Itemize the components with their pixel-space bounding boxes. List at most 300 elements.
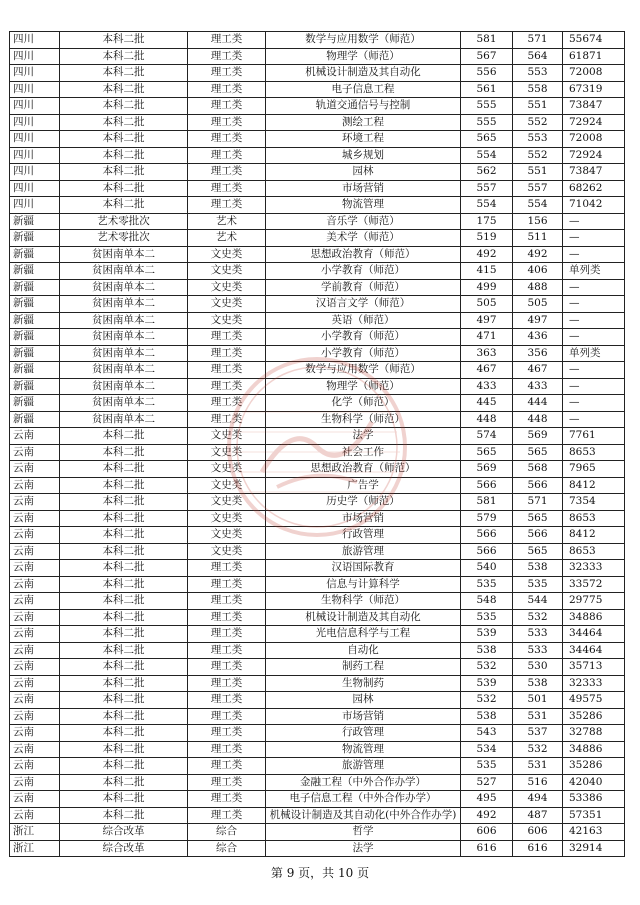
- category-cell: 理工类: [188, 675, 266, 692]
- max-score-cell: 540: [461, 560, 513, 577]
- province-cell: 新疆: [10, 279, 60, 296]
- category-cell: 理工类: [188, 345, 266, 362]
- max-score-cell: 363: [461, 345, 513, 362]
- rank-cell: 73847: [563, 164, 625, 181]
- category-cell: 理工类: [188, 114, 266, 131]
- rank-cell: —: [563, 279, 625, 296]
- province-cell: 新疆: [10, 230, 60, 247]
- batch-cell: 贫困南单本二: [60, 329, 188, 346]
- max-score-cell: 539: [461, 675, 513, 692]
- batch-cell: 贫困南单本二: [60, 378, 188, 395]
- rank-cell: 72924: [563, 147, 625, 164]
- table-row: [10, 246, 625, 263]
- table-row: [10, 279, 625, 296]
- category-cell: 理工类: [188, 32, 266, 49]
- batch-cell: 本科二批: [60, 741, 188, 758]
- table-row: [10, 692, 625, 709]
- min-score-cell: 616: [513, 840, 563, 857]
- category-cell: 理工类: [188, 147, 266, 164]
- province-cell: 云南: [10, 774, 60, 791]
- batch-cell: 本科二批: [60, 593, 188, 610]
- major-cell: 数学与应用数学（师范）: [266, 362, 461, 379]
- batch-cell: 贫困南单本二: [60, 395, 188, 412]
- province-cell: 云南: [10, 692, 60, 709]
- province-cell: 云南: [10, 494, 60, 511]
- rank-cell: 35286: [563, 708, 625, 725]
- major-cell: 思想政治教育（师范）: [266, 246, 461, 263]
- province-cell: 云南: [10, 807, 60, 824]
- major-cell: 城乡规划: [266, 147, 461, 164]
- rank-cell: 32333: [563, 560, 625, 577]
- table-row: [10, 197, 625, 214]
- max-score-cell: 532: [461, 659, 513, 676]
- batch-cell: 本科二批: [60, 626, 188, 643]
- min-score-cell: 551: [513, 164, 563, 181]
- batch-cell: 本科二批: [60, 807, 188, 824]
- rank-cell: 61871: [563, 48, 625, 65]
- rank-cell: —: [563, 296, 625, 313]
- province-cell: 云南: [10, 543, 60, 560]
- max-score-cell: 566: [461, 477, 513, 494]
- province-cell: 新疆: [10, 263, 60, 280]
- rank-cell: 42040: [563, 774, 625, 791]
- table-row: [10, 543, 625, 560]
- rank-cell: 32333: [563, 675, 625, 692]
- province-cell: 新疆: [10, 362, 60, 379]
- rank-cell: 单列类: [563, 345, 625, 362]
- rank-cell: 68262: [563, 180, 625, 197]
- province-cell: 四川: [10, 32, 60, 49]
- major-cell: 小学教育（师范）: [266, 345, 461, 362]
- batch-cell: 本科二批: [60, 708, 188, 725]
- major-cell: 汉语言文学（师范）: [266, 296, 461, 313]
- category-cell: 理工类: [188, 180, 266, 197]
- major-cell: 汉语国际教育: [266, 560, 461, 577]
- table-row: [10, 263, 625, 280]
- batch-cell: 本科二批: [60, 642, 188, 659]
- province-cell: 云南: [10, 725, 60, 742]
- min-score-cell: 568: [513, 461, 563, 478]
- category-cell: 理工类: [188, 131, 266, 148]
- max-score-cell: 581: [461, 494, 513, 511]
- major-cell: 电子信息工程: [266, 81, 461, 98]
- min-score-cell: 571: [513, 32, 563, 49]
- min-score-cell: 531: [513, 708, 563, 725]
- table-row: [10, 510, 625, 527]
- table-row: [10, 230, 625, 247]
- rank-cell: 72008: [563, 131, 625, 148]
- min-score-cell: 433: [513, 378, 563, 395]
- batch-cell: 贫困南单本二: [60, 362, 188, 379]
- table-row: [10, 428, 625, 445]
- table-row: [10, 395, 625, 412]
- major-cell: 市场营销: [266, 510, 461, 527]
- rank-cell: —: [563, 378, 625, 395]
- min-score-cell: 156: [513, 213, 563, 230]
- major-cell: 园林: [266, 692, 461, 709]
- batch-cell: 本科二批: [60, 510, 188, 527]
- province-cell: 四川: [10, 131, 60, 148]
- batch-cell: 本科二批: [60, 692, 188, 709]
- province-cell: 四川: [10, 180, 60, 197]
- table-row: [10, 774, 625, 791]
- max-score-cell: 534: [461, 741, 513, 758]
- max-score-cell: 499: [461, 279, 513, 296]
- table-row: [10, 725, 625, 742]
- rank-cell: 34886: [563, 741, 625, 758]
- max-score-cell: 554: [461, 147, 513, 164]
- min-score-cell: 532: [513, 741, 563, 758]
- province-cell: 四川: [10, 197, 60, 214]
- table-row: [10, 147, 625, 164]
- max-score-cell: 548: [461, 593, 513, 610]
- category-cell: 综合: [188, 840, 266, 857]
- max-score-cell: 532: [461, 692, 513, 709]
- province-cell: 新疆: [10, 378, 60, 395]
- rank-cell: 55674: [563, 32, 625, 49]
- table-row: [10, 477, 625, 494]
- batch-cell: 本科二批: [60, 180, 188, 197]
- province-cell: 四川: [10, 164, 60, 181]
- max-score-cell: 538: [461, 642, 513, 659]
- table-row: [10, 675, 625, 692]
- category-cell: 综合: [188, 824, 266, 841]
- min-score-cell: 552: [513, 147, 563, 164]
- rank-cell: 7965: [563, 461, 625, 478]
- category-cell: 文史类: [188, 263, 266, 280]
- table-row: [10, 98, 625, 115]
- min-score-cell: 531: [513, 758, 563, 775]
- category-cell: 理工类: [188, 98, 266, 115]
- province-cell: 四川: [10, 81, 60, 98]
- batch-cell: 本科二批: [60, 98, 188, 115]
- max-score-cell: 497: [461, 312, 513, 329]
- min-score-cell: 551: [513, 98, 563, 115]
- category-cell: 理工类: [188, 65, 266, 82]
- rank-cell: 53386: [563, 791, 625, 808]
- major-cell: 法学: [266, 428, 461, 445]
- batch-cell: 本科二批: [60, 197, 188, 214]
- table-row: [10, 411, 625, 428]
- province-cell: 新疆: [10, 296, 60, 313]
- category-cell: 理工类: [188, 758, 266, 775]
- max-score-cell: 543: [461, 725, 513, 742]
- max-score-cell: 569: [461, 461, 513, 478]
- max-score-cell: 556: [461, 65, 513, 82]
- table-row: [10, 791, 625, 808]
- max-score-cell: 565: [461, 444, 513, 461]
- max-score-cell: 555: [461, 114, 513, 131]
- rank-cell: 34464: [563, 642, 625, 659]
- min-score-cell: 533: [513, 626, 563, 643]
- table-row: [10, 461, 625, 478]
- category-cell: 文史类: [188, 461, 266, 478]
- max-score-cell: 616: [461, 840, 513, 857]
- rank-cell: 29775: [563, 593, 625, 610]
- min-score-cell: 448: [513, 411, 563, 428]
- table-row: [10, 560, 625, 577]
- table-row: [10, 741, 625, 758]
- max-score-cell: 561: [461, 81, 513, 98]
- min-score-cell: 537: [513, 725, 563, 742]
- rank-cell: 34464: [563, 626, 625, 643]
- province-cell: 云南: [10, 527, 60, 544]
- category-cell: 理工类: [188, 164, 266, 181]
- major-cell: 美术学（师范）: [266, 230, 461, 247]
- rank-cell: 7761: [563, 428, 625, 445]
- table-row: [10, 312, 625, 329]
- rank-cell: 49575: [563, 692, 625, 709]
- rank-cell: 57351: [563, 807, 625, 824]
- max-score-cell: 565: [461, 131, 513, 148]
- batch-cell: 贫困南单本二: [60, 279, 188, 296]
- table-row: [10, 609, 625, 626]
- table-row: [10, 65, 625, 82]
- max-score-cell: 535: [461, 758, 513, 775]
- category-cell: 理工类: [188, 708, 266, 725]
- max-score-cell: 471: [461, 329, 513, 346]
- category-cell: 文史类: [188, 444, 266, 461]
- admission-score-table: [9, 31, 625, 857]
- rank-cell: —: [563, 246, 625, 263]
- max-score-cell: 555: [461, 98, 513, 115]
- category-cell: 文史类: [188, 246, 266, 263]
- table-body: [10, 32, 625, 857]
- category-cell: 文史类: [188, 279, 266, 296]
- table-row: [10, 345, 625, 362]
- min-score-cell: 505: [513, 296, 563, 313]
- table-row: [10, 131, 625, 148]
- min-score-cell: 532: [513, 609, 563, 626]
- batch-cell: 本科二批: [60, 114, 188, 131]
- min-score-cell: 554: [513, 197, 563, 214]
- province-cell: 浙江: [10, 824, 60, 841]
- major-cell: 旅游管理: [266, 758, 461, 775]
- category-cell: 理工类: [188, 329, 266, 346]
- rank-cell: —: [563, 230, 625, 247]
- province-cell: 云南: [10, 708, 60, 725]
- category-cell: 文史类: [188, 477, 266, 494]
- min-score-cell: 557: [513, 180, 563, 197]
- province-cell: 云南: [10, 659, 60, 676]
- batch-cell: 本科二批: [60, 725, 188, 742]
- min-score-cell: 538: [513, 675, 563, 692]
- min-score-cell: 606: [513, 824, 563, 841]
- max-score-cell: 175: [461, 213, 513, 230]
- min-score-cell: 406: [513, 263, 563, 280]
- max-score-cell: 448: [461, 411, 513, 428]
- category-cell: 文史类: [188, 494, 266, 511]
- province-cell: 云南: [10, 741, 60, 758]
- category-cell: 理工类: [188, 378, 266, 395]
- rank-cell: 34886: [563, 609, 625, 626]
- min-score-cell: 571: [513, 494, 563, 511]
- max-score-cell: 492: [461, 807, 513, 824]
- max-score-cell: 519: [461, 230, 513, 247]
- major-cell: 行政管理: [266, 527, 461, 544]
- rank-cell: 8412: [563, 527, 625, 544]
- table-row: [10, 378, 625, 395]
- min-score-cell: 467: [513, 362, 563, 379]
- max-score-cell: 433: [461, 378, 513, 395]
- max-score-cell: 538: [461, 708, 513, 725]
- major-cell: 思想政治教育（师范）: [266, 461, 461, 478]
- major-cell: 金融工程（中外合作办学）: [266, 774, 461, 791]
- province-cell: 新疆: [10, 213, 60, 230]
- rank-cell: 单列类: [563, 263, 625, 280]
- major-cell: 物流管理: [266, 741, 461, 758]
- province-cell: 云南: [10, 461, 60, 478]
- province-cell: 云南: [10, 444, 60, 461]
- table-row: [10, 114, 625, 131]
- province-cell: 新疆: [10, 345, 60, 362]
- province-cell: 四川: [10, 65, 60, 82]
- category-cell: 理工类: [188, 576, 266, 593]
- min-score-cell: 497: [513, 312, 563, 329]
- max-score-cell: 566: [461, 543, 513, 560]
- min-score-cell: 566: [513, 527, 563, 544]
- min-score-cell: 566: [513, 477, 563, 494]
- category-cell: 理工类: [188, 593, 266, 610]
- major-cell: 生物制药: [266, 675, 461, 692]
- category-cell: 理工类: [188, 626, 266, 643]
- table-row: [10, 576, 625, 593]
- major-cell: 广告学: [266, 477, 461, 494]
- category-cell: 理工类: [188, 692, 266, 709]
- province-cell: 云南: [10, 576, 60, 593]
- province-cell: 云南: [10, 642, 60, 659]
- min-score-cell: 436: [513, 329, 563, 346]
- max-score-cell: 562: [461, 164, 513, 181]
- table-row: [10, 444, 625, 461]
- table-row: [10, 180, 625, 197]
- rank-cell: 8412: [563, 477, 625, 494]
- province-cell: 云南: [10, 477, 60, 494]
- min-score-cell: 538: [513, 560, 563, 577]
- category-cell: 文史类: [188, 428, 266, 445]
- table-row: [10, 642, 625, 659]
- max-score-cell: 495: [461, 791, 513, 808]
- batch-cell: 本科二批: [60, 560, 188, 577]
- major-cell: 光电信息科学与工程: [266, 626, 461, 643]
- table-row: [10, 593, 625, 610]
- table-row: [10, 213, 625, 230]
- max-score-cell: 415: [461, 263, 513, 280]
- major-cell: 历史学（师范）: [266, 494, 461, 511]
- category-cell: 艺术: [188, 230, 266, 247]
- rank-cell: —: [563, 312, 625, 329]
- major-cell: 法学: [266, 840, 461, 857]
- batch-cell: 本科二批: [60, 461, 188, 478]
- major-cell: 旅游管理: [266, 543, 461, 560]
- batch-cell: 本科二批: [60, 65, 188, 82]
- major-cell: 测绘工程: [266, 114, 461, 131]
- rank-cell: 67319: [563, 81, 625, 98]
- table-row: [10, 164, 625, 181]
- min-score-cell: 564: [513, 48, 563, 65]
- max-score-cell: 527: [461, 774, 513, 791]
- min-score-cell: 530: [513, 659, 563, 676]
- batch-cell: 本科二批: [60, 675, 188, 692]
- province-cell: 云南: [10, 791, 60, 808]
- province-cell: 四川: [10, 147, 60, 164]
- category-cell: 理工类: [188, 411, 266, 428]
- table-row: [10, 48, 625, 65]
- max-score-cell: 579: [461, 510, 513, 527]
- batch-cell: 贫困南单本二: [60, 312, 188, 329]
- batch-cell: 本科二批: [60, 791, 188, 808]
- category-cell: 文史类: [188, 527, 266, 544]
- major-cell: 英语（师范）: [266, 312, 461, 329]
- max-score-cell: 567: [461, 48, 513, 65]
- rank-cell: 8653: [563, 444, 625, 461]
- province-cell: 浙江: [10, 840, 60, 857]
- min-score-cell: 552: [513, 114, 563, 131]
- category-cell: 理工类: [188, 774, 266, 791]
- batch-cell: 本科二批: [60, 164, 188, 181]
- category-cell: 理工类: [188, 659, 266, 676]
- max-score-cell: 492: [461, 246, 513, 263]
- category-cell: 理工类: [188, 609, 266, 626]
- category-cell: 艺术: [188, 213, 266, 230]
- max-score-cell: 566: [461, 527, 513, 544]
- min-score-cell: 501: [513, 692, 563, 709]
- major-cell: 市场营销: [266, 180, 461, 197]
- table-row: [10, 296, 625, 313]
- rank-cell: 33572: [563, 576, 625, 593]
- min-score-cell: 565: [513, 543, 563, 560]
- province-cell: 新疆: [10, 312, 60, 329]
- max-score-cell: 574: [461, 428, 513, 445]
- major-cell: 物流管理: [266, 197, 461, 214]
- major-cell: 音乐学（师范）: [266, 213, 461, 230]
- batch-cell: 本科二批: [60, 609, 188, 626]
- max-score-cell: 554: [461, 197, 513, 214]
- min-score-cell: 444: [513, 395, 563, 412]
- min-score-cell: 535: [513, 576, 563, 593]
- batch-cell: 本科二批: [60, 527, 188, 544]
- batch-cell: 贫困南单本二: [60, 411, 188, 428]
- province-cell: 四川: [10, 98, 60, 115]
- province-cell: 四川: [10, 48, 60, 65]
- major-cell: 机械设计制造及其自动化(中外合作办学): [266, 807, 461, 824]
- table-row: [10, 758, 625, 775]
- category-cell: 文史类: [188, 510, 266, 527]
- batch-cell: 贫困南单本二: [60, 345, 188, 362]
- major-cell: 哲学: [266, 824, 461, 841]
- major-cell: 机械设计制造及其自动化: [266, 65, 461, 82]
- max-score-cell: 557: [461, 180, 513, 197]
- province-cell: 新疆: [10, 329, 60, 346]
- batch-cell: 本科二批: [60, 576, 188, 593]
- batch-cell: 艺术零批次: [60, 213, 188, 230]
- table-row: [10, 840, 625, 857]
- min-score-cell: 488: [513, 279, 563, 296]
- batch-cell: 贫困南单本二: [60, 263, 188, 280]
- batch-cell: 本科二批: [60, 494, 188, 511]
- major-cell: 市场营销: [266, 708, 461, 725]
- min-score-cell: 533: [513, 642, 563, 659]
- major-cell: 信息与计算科学: [266, 576, 461, 593]
- major-cell: 生物科学（师范）: [266, 593, 461, 610]
- min-score-cell: 553: [513, 65, 563, 82]
- batch-cell: 本科二批: [60, 147, 188, 164]
- table-row: [10, 32, 625, 49]
- major-cell: 电子信息工程（中外合作办学）: [266, 791, 461, 808]
- category-cell: 理工类: [188, 81, 266, 98]
- major-cell: 数学与应用数学（师范）: [266, 32, 461, 49]
- table-row: [10, 807, 625, 824]
